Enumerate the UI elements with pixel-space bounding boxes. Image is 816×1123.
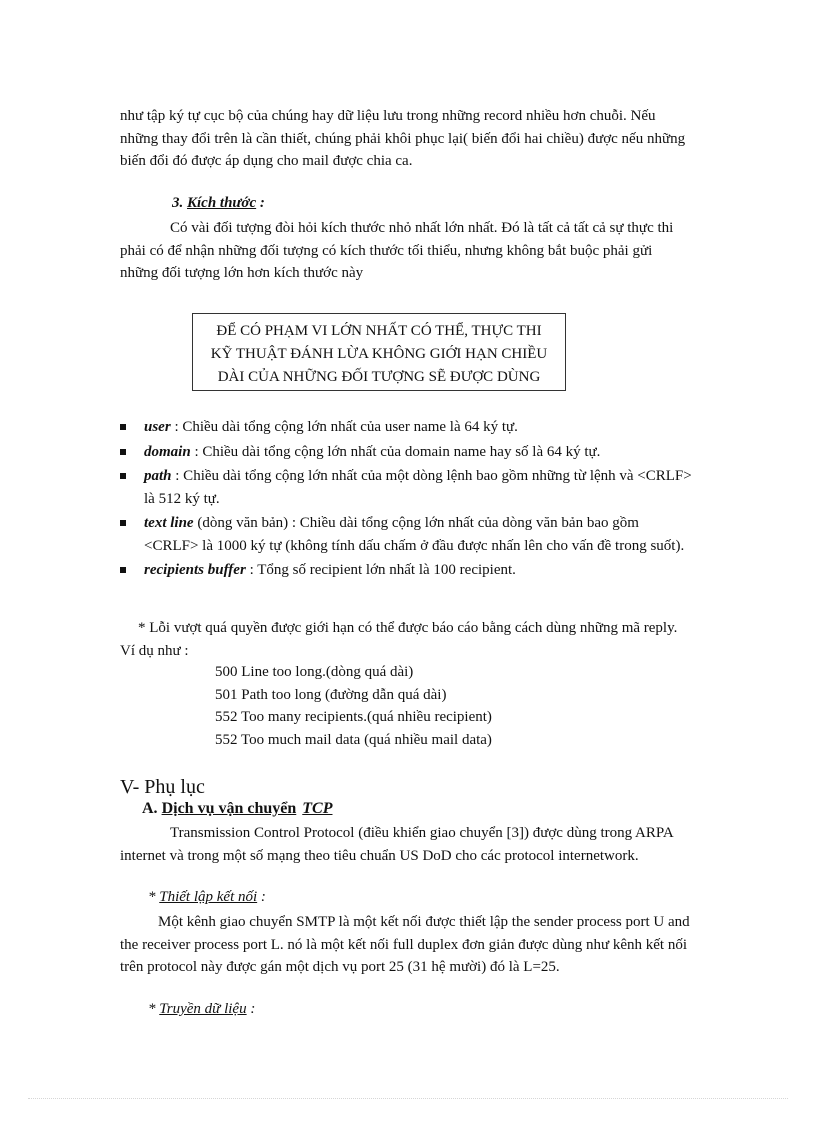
limits-list xyxy=(120,416,695,584)
appendix-heading: V- Phụ lục xyxy=(120,776,205,798)
sub-heading-star: * xyxy=(148,889,156,905)
callout-line-3: DÀI CỦA NHỮNG ĐỐI TƯỢNG SẼ ĐƯỢC DÙNG xyxy=(217,369,541,385)
section-3-body: Có vài đối tượng đòi hỏi kích thước nhỏ nhất lớn nhất. Đó là tất cả tất cả sự thực thi phải có để nhận những đối tượng có kích thước tối thiểu, nhưng không bắt buộc phải gửi những đối tượng lớn hơn kích thước này xyxy=(120,220,674,281)
callout-box xyxy=(192,313,566,391)
intro-paragraph: như tập ký tự cục bộ của chúng hay dữ liệu lưu trong những record nhiều hơn chuỗi. Nếu những thay đổi trên là cần thiết, chúng phải khôi phục lại( biến đổi hai chiều) được nếu những biến đổi đó được áp dụng cho mail được chia ca. xyxy=(120,108,686,169)
limit-term: user xyxy=(144,419,171,435)
limit-desc: (dòng văn bản) : Chiều dài tổng cộng lớn nhất của dòng văn bản bao gồm <CRLF> là 1000 ký tự (không tính dấu chấm ở đầu được nhấn lên cho vấn đề trong suốt). xyxy=(144,515,685,554)
reply-code-item: 500 Line too long.(dòng quá dài) xyxy=(215,664,414,680)
section-a-letter: A. xyxy=(142,800,158,817)
sub-heading-star: * xyxy=(148,1001,156,1017)
tcp-paragraph: Transmission Control Protocol (điều khiển giao chuyển [3]) được dùng trong ARPA internet và trong một số mạng theo tiêu chuẩn US DoD cho các protocol internetwork. xyxy=(120,825,673,864)
reply-code-item: 552 Too much mail data (quá nhiều mail data) xyxy=(215,731,492,748)
section-a-heading xyxy=(142,800,332,818)
callout-line-2: KỸ THUẬT ĐÁNH LỪA KHÔNG GIỚI HẠN CHIỀU xyxy=(210,346,548,362)
section-3-title: Kích thước xyxy=(187,195,257,211)
section-3-heading xyxy=(172,195,265,212)
list-item xyxy=(120,465,695,510)
connection-paragraph: Một kênh giao chuyển SMTP là một kết nối được thiết lập the sender process port U and the receiver process port L. nó là một kết nối full duplex đơn giản được dùng như kênh kết nối trên protocol này được gán một dịch vụ port 25 (31 hệ mười) đó là L=25. xyxy=(120,914,690,975)
sub-heading-connection xyxy=(148,889,266,906)
errors-intro: * Lỗi vượt quá quyền được giới hạn có thể được báo cáo bằng cách dùng những mã reply. Ví dụ như : xyxy=(120,620,678,659)
bullet-square-icon xyxy=(120,424,126,430)
list-item xyxy=(120,416,695,439)
sub-heading-colon: : xyxy=(250,1001,256,1017)
reply-code-item: 552 Too many recipients.(quá nhiều recipient) xyxy=(215,709,492,725)
reply-codes-list xyxy=(215,661,492,751)
limit-desc: : Chiều dài tổng cộng lớn nhất của user name là 64 ký tự. xyxy=(170,419,518,435)
limit-term: text line xyxy=(144,515,194,531)
sub-heading-data-transfer xyxy=(148,1001,255,1018)
callout-line-1: ĐỂ CÓ PHẠM VI LỚN NHẤT CÓ THỂ, THỰC THI xyxy=(216,323,542,339)
limit-desc: : Chiều dài tổng cộng lớn nhất của domain name hay số là 64 ký tự. xyxy=(190,443,601,460)
bullet-square-icon xyxy=(120,449,126,455)
limit-desc: : Tổng số recipient lớn nhất là 100 recipient. xyxy=(245,562,516,578)
section-a-tcp: TCP xyxy=(302,800,333,817)
limit-desc: : Chiều dài tổng cộng lớn nhất của một dòng lệnh bao gồm những từ lệnh và <CRLF> là 512 ký tự. xyxy=(144,468,692,507)
list-item xyxy=(120,512,695,557)
sub-heading-title: Truyền dữ liệu xyxy=(159,1001,247,1017)
section-a-title: Dịch vụ vận chuyển xyxy=(161,800,297,817)
sub-heading-colon: : xyxy=(260,889,266,905)
bullet-square-icon xyxy=(120,567,126,573)
bullet-square-icon xyxy=(120,520,126,526)
section-3-number: 3. xyxy=(172,195,184,211)
sub-heading-title: Thiết lập kết nối xyxy=(159,889,258,905)
bullet-square-icon xyxy=(120,473,126,479)
list-item xyxy=(120,559,695,582)
section-3-colon: : xyxy=(259,195,265,211)
list-item xyxy=(120,441,695,464)
limit-term: path xyxy=(144,468,172,484)
limit-term: domain xyxy=(144,443,191,460)
reply-code-item: 501 Path too long (đường dẫn quá dài) xyxy=(215,686,447,703)
page-footer-divider xyxy=(28,1098,788,1099)
limit-term: recipients buffer xyxy=(144,562,246,578)
